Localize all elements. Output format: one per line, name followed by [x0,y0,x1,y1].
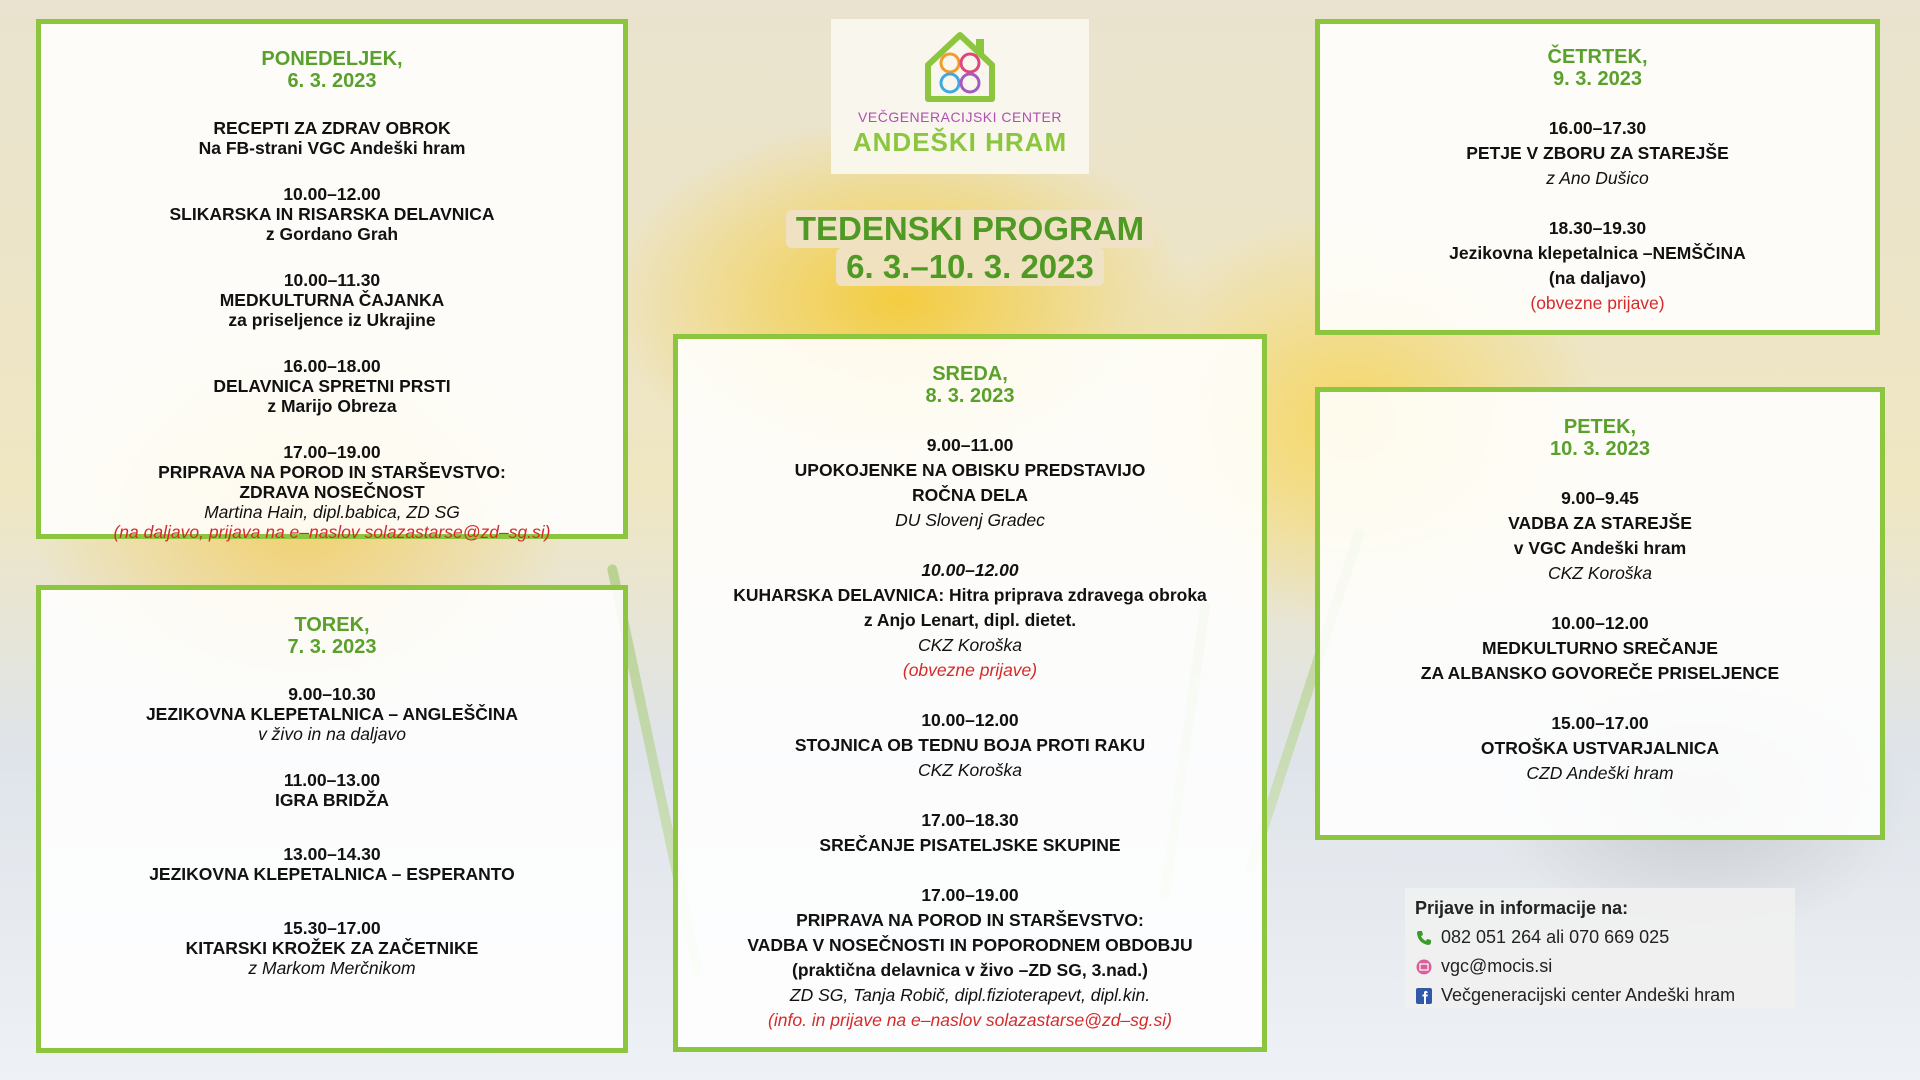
event-title: RECEPTI ZA ZDRAV OBROK [213,118,451,138]
contact-box [1405,888,1795,1008]
event-time: 17.00–18.30 [921,810,1019,830]
event-title: DELAVNICA SPRETNI PRSTI [213,376,451,396]
event [1320,711,1880,786]
event-time: 13.00–14.30 [283,844,381,864]
day-date: 10. 3. 2023 [1549,438,1651,460]
page-title [770,210,1170,286]
event-title: ROČNA DELA [911,485,1028,505]
contact-email-row[interactable] [1415,952,1785,981]
event-subtitle: za priseljence iz Ukrajine [228,310,436,330]
event-host: Martina Hain, dipl.babica, ZD SG [204,502,460,522]
event-time: 10.00–12.00 [921,560,1019,580]
friday-panel [1315,387,1885,840]
day-heading: PONEDELJEK, [261,48,403,70]
event-title: OTROŠKA USTVARJALNICA [1480,738,1720,758]
event [41,356,623,416]
event-title: ZA ALBANSKO GOVOREČE PRISELJENCE [1420,663,1780,683]
event-host: ZD SG, Tanja Robič, dipl.fizioterapevt, dipl.kin. [789,985,1151,1005]
day-heading: PETEK, [1563,416,1637,438]
event [678,558,1262,683]
event [1320,486,1880,586]
event-time: 15.00–17.00 [1551,713,1649,733]
event-title: IGRA BRIDŽA [274,790,390,810]
event [1320,116,1875,191]
event-note: (info. in prijave na e–naslov solazastarse@zd–sg.si) [768,1010,1172,1030]
event-title: (na daljavo) [1548,268,1647,288]
event [678,708,1262,783]
event-title: MEDKULTURNO SREČANJE [1482,638,1718,658]
event-time: 17.00–19.00 [283,442,381,462]
logo-subtitle: VEČGENERACIJSKI CENTER [858,109,1062,125]
event-subtitle: z Gordano Grah [265,224,399,244]
event-time: 16.00–18.00 [283,356,381,376]
event-time: 10.00–12.00 [1551,613,1649,633]
contact-facebook: Večgeneracijski center Andeški hram [1441,985,1736,1005]
event-host: z Markom Merčnikom [248,958,416,978]
event-title: PRIPRAVA NA POROD IN STARŠEVSTVO: [796,910,1144,930]
contact-phone: 082 051 264 ali 070 669 025 [1441,927,1670,947]
event-host: DU Slovenj Gradec [895,510,1045,530]
event-title: SREČANJE PISATELJSKE SKUPINE [819,835,1121,855]
event-title: PRIPRAVA NA POROD IN STARŠEVSTVO: [158,462,506,482]
event-host: CKZ Koroška [917,635,1023,655]
tuesday-panel [36,585,628,1053]
event [41,270,623,330]
event-subtitle: Na FB-strani VGC Andeški hram [198,138,466,158]
event-title: v VGC Andeški hram [1513,538,1687,558]
event [41,918,623,978]
day-date: 8. 3. 2023 [925,385,1015,407]
title-dates: 6. 3.–10. 3. 2023 [836,248,1104,286]
day-date: 9. 3. 2023 [1553,68,1642,90]
event [678,433,1262,533]
event-time: 10.00–11.30 [283,270,381,290]
event-time: 16.00–17.30 [1548,118,1647,138]
event [678,808,1262,858]
event-title: Jezikovna klepetalnica –NEMŠČINA [1449,243,1746,263]
event-title: JEZIKOVNA KLEPETALNICA – ANGLEŠČINA [145,704,519,724]
event-title: z Anjo Lenart, dipl. dietet. [863,610,1077,630]
event-time: 10.00–12.00 [283,184,381,204]
event [41,770,623,810]
contact-phone-row[interactable] [1415,923,1785,952]
house-logo-icon [920,25,1000,105]
event [41,442,623,542]
email-icon [1415,958,1433,976]
day-date: 7. 3. 2023 [287,636,377,658]
event-host: z Ano Dušico [1546,168,1649,188]
event-title: PETJE V ZBORU ZA STAREJŠE [1466,143,1729,163]
event [1320,216,1875,316]
event [41,844,623,884]
event-title: KUHARSKA DELAVNICA: Hitra priprava zdravega obroka [733,585,1207,605]
event-title: MEDKULTURNA ČAJANKA [219,290,445,310]
event-title: JEZIKOVNA KLEPETALNICA – ESPERANTO [149,864,515,884]
event-host: v živo in na daljavo [258,724,406,744]
contact-email: vgc@mocis.si [1441,956,1553,976]
event [41,184,623,244]
logo-name: ANDEŠKI HRAM [852,127,1068,157]
day-heading: ČETRTEK, [1547,46,1648,68]
day-heading: TOREK, [294,614,370,636]
day-date: 6. 3. 2023 [287,70,377,92]
event-time: 18.30–19.30 [1548,218,1647,238]
event-title: ZDRAVA NOSEČNOST [239,482,425,502]
event [41,118,623,158]
event-host: CKZ Koroška [1547,563,1653,583]
event-time: 15.30–17.00 [283,918,381,938]
event [1320,611,1880,686]
logo [831,19,1089,174]
event-title: STOJNICA OB TEDNU BOJA PROTI RAKU [794,735,1146,755]
event-title: UPOKOJENKE NA OBISKU PREDSTAVIJO [794,460,1146,480]
contact-heading: Prijave in informacije na: [1415,898,1629,918]
event-subtitle: z Marijo Obreza [267,396,397,416]
event-host: CKZ Koroška [917,760,1023,780]
event-title: VADBA ZA STAREJŠE [1508,513,1692,533]
event-note: (obvezne prijave) [902,660,1038,680]
thursday-panel [1315,19,1880,335]
event-time: 11.00–13.00 [283,770,381,790]
event-host: CZD Andeški hram [1526,763,1674,783]
facebook-icon [1415,987,1433,1005]
event-time: 10.00–12.00 [921,710,1019,730]
event-time: 9.00–9.45 [1561,488,1639,508]
event-title: VADBA V NOSEČNOSTI IN POPORODNEM OBDOBJU [747,935,1193,955]
event-time: 9.00–10.30 [288,684,376,704]
phone-icon [1415,929,1433,947]
event-time: 17.00–19.00 [921,885,1019,905]
event-note: (na daljavo, prijava na e–naslov solazastarse@zd–sg.si) [113,522,551,542]
event [678,883,1262,1033]
monday-panel [36,19,628,542]
title-line1: TEDENSKI PROGRAM [786,210,1154,248]
wednesday-panel [673,334,1267,1052]
event-title: SLIKARSKA IN RISARSKA DELAVNICA [169,204,495,224]
event [41,684,623,744]
event-title: (praktična delavnica v živo –ZD SG, 3.nad.) [792,960,1148,980]
event-note: (obvezne prijave) [1530,293,1665,313]
event-title: KITARSKI KROŽEK ZA ZAČETNIKE [185,938,479,958]
event-time: 9.00–11.00 [926,435,1014,455]
day-heading: SREDA, [932,363,1008,385]
contact-facebook-row[interactable] [1415,981,1785,1010]
